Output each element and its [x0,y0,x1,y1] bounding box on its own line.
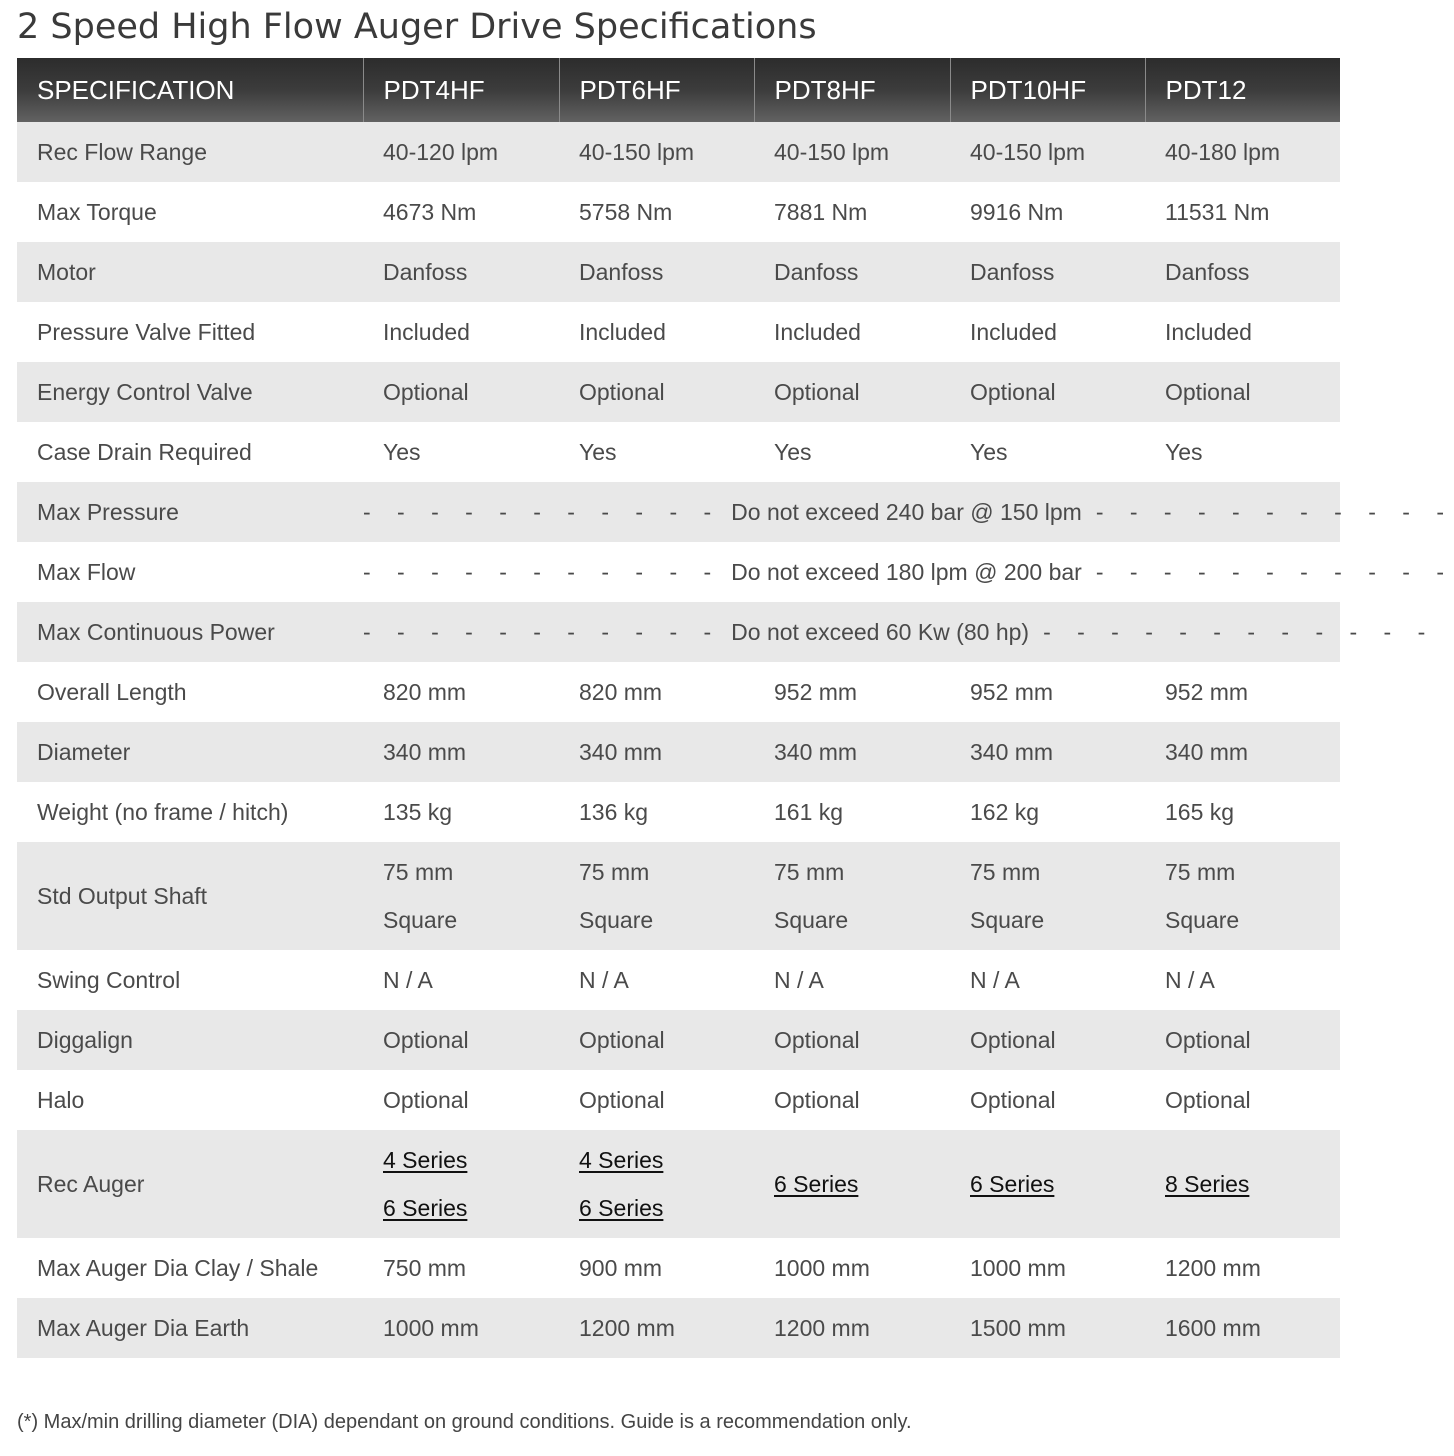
table-row [17,1010,1340,1070]
row-label: Max Auger Dia Earth [37,1314,250,1341]
spanned-value-cell [363,602,1436,662]
table-row [17,782,1340,842]
table-row [17,1070,1340,1130]
dash-separator: - - - - - - - - - - - [1095,498,1454,525]
value-line: Square [383,907,458,933]
table-row [17,362,1340,422]
auger-series-link[interactable]: 6 Series [383,1195,468,1221]
footnote: (*) Max/min drilling diameter (DIA) dependant on ground conditions. Guide is a recommendation only. [17,1411,912,1433]
value-cell: Yes [970,438,1008,465]
value-cell: Optional [579,378,665,405]
value-cell: Danfoss [774,258,859,285]
value-cell: 162 kg [970,798,1040,825]
value-cell: 135 kg [383,798,453,825]
table-header-row [17,58,1340,122]
table-row [17,422,1340,482]
value-cell: 952 mm [970,678,1054,705]
value-cell [363,842,559,950]
row-label: Halo [37,1086,85,1113]
dash-separator: - - - - - - - - - - - - [1043,618,1436,645]
value-cell: 1200 mm [774,1314,870,1341]
value-cell: Included [383,318,470,345]
table-row [17,302,1340,362]
auger-series-link[interactable]: 6 Series [579,1195,664,1221]
value-cell: 820 mm [579,678,663,705]
value-cell: 952 mm [774,678,858,705]
value-cell: Optional [970,1026,1056,1053]
value-cell: 11531 Nm [1165,198,1270,225]
value-line: Square [1165,907,1240,933]
value-cell [754,842,950,950]
row-label: Std Output Shaft [37,882,208,909]
auger-link-cell [950,1130,1145,1238]
value-cell: Optional [1165,378,1251,405]
value-cell: Included [1165,318,1252,345]
spanned-value-text: Do not exceed 240 bar @ 150 lpm [731,498,1082,525]
spec-table [17,58,1454,1358]
value-line: 75 mm [774,859,845,885]
column-header-model: PDT4HF [363,58,559,122]
column-header-model: PDT8HF [754,58,950,122]
value-cell: Danfoss [970,258,1055,285]
value-cell: Yes [579,438,617,465]
value-cell: 40-120 lpm [383,138,499,165]
table-row [17,602,1340,662]
dash-separator: - - - - - - - - - - - [363,558,722,585]
value-cell: 9916 Nm [970,198,1064,225]
value-cell: Optional [383,1026,469,1053]
table-row [17,122,1340,182]
table-row [17,662,1340,722]
value-cell: 340 mm [774,738,858,765]
row-label: Pressure Valve Fitted [37,318,256,345]
value-cell: Included [970,318,1057,345]
table-row [17,842,1340,950]
value-line: 75 mm [970,859,1041,885]
row-label: Max Pressure [37,498,179,525]
value-cell: 40-180 lpm [1165,138,1281,165]
auger-series-link[interactable]: 6 Series [970,1171,1055,1197]
auger-link-cell [754,1130,950,1238]
value-cell: 1000 mm [383,1314,479,1341]
value-line: 75 mm [383,859,454,885]
value-cell: Included [774,318,861,345]
value-cell: N / A [970,966,1020,993]
value-line: Square [970,907,1045,933]
table-row [17,1298,1340,1358]
value-cell: 1000 mm [774,1254,870,1281]
value-cell: 340 mm [383,738,467,765]
row-label: Case Drain Required [37,438,252,465]
value-cell: Optional [383,378,469,405]
value-cell: 340 mm [970,738,1054,765]
value-cell: Optional [774,1026,860,1053]
value-cell: 340 mm [1165,738,1249,765]
value-cell: N / A [579,966,629,993]
table-row [17,950,1340,1010]
column-header-specification: SPECIFICATION [37,74,235,105]
value-cell: 1200 mm [579,1314,675,1341]
row-label: Diggalign [37,1026,133,1053]
row-label: Energy Control Valve [37,378,253,405]
table-row [17,1238,1340,1298]
row-label: Weight (no frame / hitch) [37,798,289,825]
row-label: Motor [37,258,96,285]
dash-separator: - - - - - - - - - - - [363,618,722,645]
value-cell: 5758 Nm [579,198,673,225]
value-cell: N / A [383,966,433,993]
table-row [17,242,1340,302]
value-cell: 1500 mm [970,1314,1066,1341]
value-cell: Danfoss [383,258,468,285]
table-row [17,482,1340,542]
value-cell: 40-150 lpm [970,138,1086,165]
value-cell [950,842,1145,950]
table-row [17,1130,1340,1238]
value-cell: Included [579,318,666,345]
value-line: 75 mm [1165,859,1236,885]
value-cell: 136 kg [579,798,649,825]
value-cell: 40-150 lpm [579,138,695,165]
spanned-value-text: Do not exceed 60 Kw (80 hp) [731,618,1030,645]
value-cell: Optional [774,378,860,405]
column-header-model: PDT6HF [559,58,754,122]
spec-table-container [17,58,1454,1358]
column-header-model: PDT12 [1145,58,1340,122]
value-cell: 820 mm [383,678,467,705]
value-cell: 1000 mm [970,1254,1066,1281]
value-cell: 161 kg [774,798,844,825]
auger-link-cell [1145,1130,1340,1238]
row-label: Max Flow [37,558,136,585]
auger-series-link[interactable]: 4 Series [579,1147,664,1173]
value-cell: Optional [774,1086,860,1113]
table-row [17,182,1340,242]
value-cell: 1600 mm [1165,1314,1261,1341]
value-cell: 1200 mm [1165,1254,1261,1281]
row-label: Rec Auger [37,1170,145,1197]
value-cell: Yes [1165,438,1203,465]
value-cell: N / A [1165,966,1215,993]
auger-series-link[interactable]: 8 Series [1165,1171,1250,1197]
value-cell: 952 mm [1165,678,1249,705]
row-label: Diameter [37,738,131,765]
row-label: Swing Control [37,966,181,993]
value-cell: 4673 Nm [383,198,477,225]
value-cell: Optional [970,1086,1056,1113]
value-cell [1145,842,1340,950]
value-cell: 900 mm [579,1254,663,1281]
value-cell: 40-150 lpm [774,138,890,165]
auger-link-cell [363,1130,559,1238]
auger-series-link[interactable]: 4 Series [383,1147,468,1173]
value-cell: Danfoss [579,258,664,285]
column-header-model: PDT10HF [950,58,1145,122]
value-cell: Optional [383,1086,469,1113]
row-label: Overall Length [37,678,187,705]
spanned-value-cell [363,482,1454,542]
auger-series-link[interactable]: 6 Series [774,1171,859,1197]
value-cell: Optional [579,1026,665,1053]
row-label: Max Torque [37,198,157,225]
table-row [17,542,1340,602]
value-cell: Optional [579,1086,665,1113]
value-cell: Optional [970,378,1056,405]
value-cell: Yes [383,438,421,465]
spanned-value-text: Do not exceed 180 lpm @ 200 bar [731,558,1082,585]
value-cell: 750 mm [383,1254,467,1281]
spanned-value-cell [363,542,1454,602]
row-label: Max Auger Dia Clay / Shale [37,1254,319,1281]
row-label: Max Continuous Power [37,618,275,645]
value-cell: 340 mm [579,738,663,765]
value-cell [559,842,754,950]
dash-separator: - - - - - - - - - - - [363,498,722,525]
page-title: 2 Speed High Flow Auger Drive Specifications [17,7,817,47]
value-cell: 7881 Nm [774,198,868,225]
value-cell: Danfoss [1165,258,1250,285]
table-row [17,722,1340,782]
value-line: Square [579,907,654,933]
table-body [17,122,1454,1358]
auger-link-cell [559,1130,754,1238]
dash-separator: - - - - - - - - - - - [1095,558,1454,585]
value-cell: N / A [774,966,824,993]
value-cell: 165 kg [1165,798,1235,825]
value-line: Square [774,907,849,933]
value-line: 75 mm [579,859,650,885]
value-cell: Yes [774,438,812,465]
value-cell: Optional [1165,1086,1251,1113]
value-cell: Optional [1165,1026,1251,1053]
row-label: Rec Flow Range [37,138,208,165]
